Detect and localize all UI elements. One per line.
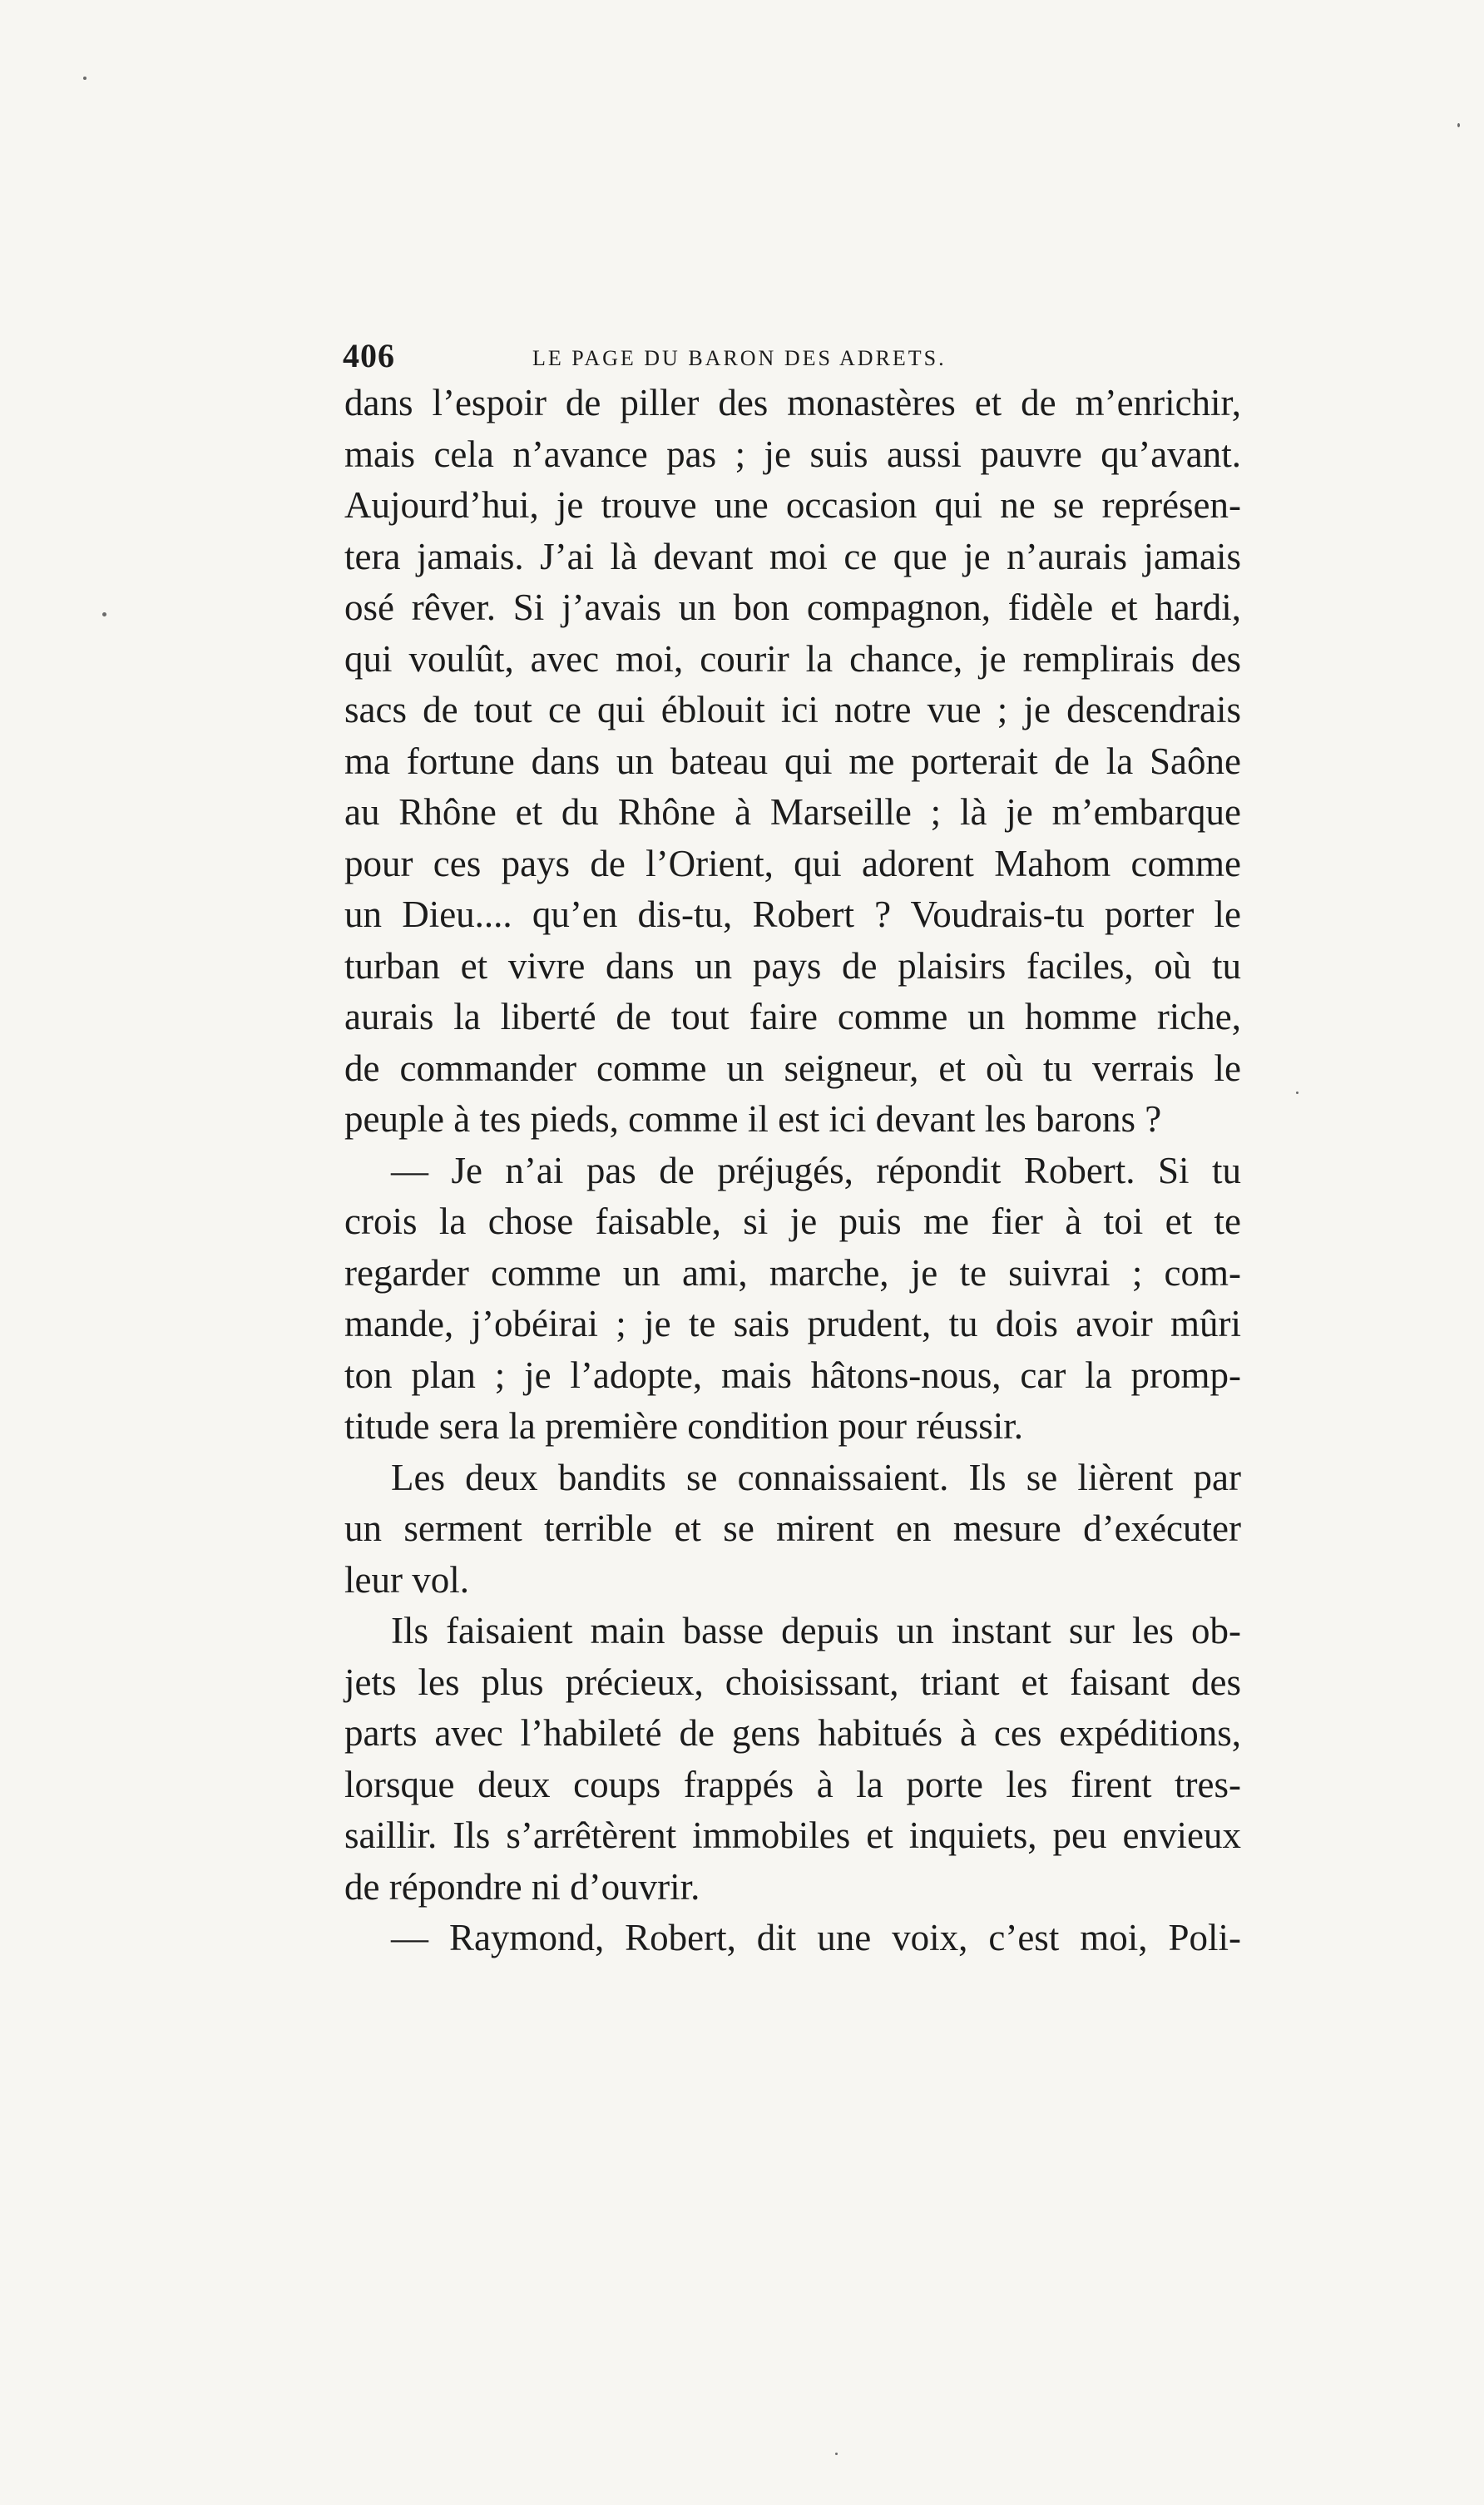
text-line: mais cela n’avance pas ; je suis aussi pauvre qu’avant. xyxy=(344,433,1241,475)
text-line: ton plan ; je l’adopte, mais hâtons-nous, car la promp- xyxy=(344,1354,1241,1396)
text-line: Les deux bandits se connaissaient. Ils se lièrent par xyxy=(391,1456,1241,1498)
page-number: 406 xyxy=(343,337,395,374)
text-line: sacs de tout ce qui éblouit ici notre vue ; je descendrais xyxy=(344,689,1241,730)
text-line: jets les plus précieux, choisissant, triant et faisant des xyxy=(344,1661,1241,1703)
text-line: de commander comme un seigneur, et où tu verrais le xyxy=(344,1047,1241,1089)
text-line: saillir. Ils s’arrêtèrent immobiles et inquiets, peu envieux xyxy=(344,1814,1241,1856)
text-line: qui voulût, avec moi, courir la chance, je remplirais des xyxy=(344,637,1241,680)
scan-speck xyxy=(102,612,106,616)
text-line: ma fortune dans un bateau qui me porterait de la Saône xyxy=(344,740,1241,782)
text-line: un Dieu.... qu’en dis-tu, Robert ? Voudrais-tu porter le xyxy=(344,894,1241,935)
text-line: aurais la liberté de tout faire comme un homme riche, xyxy=(344,996,1241,1037)
text-line: — Raymond, Robert, dit une voix, c’est moi, Poli- xyxy=(391,1917,1241,1958)
text-line: lorsque deux coups frappés à la porte les firent tres- xyxy=(344,1763,1241,1805)
text-line: peuple à tes pieds, comme il est ici devant les barons ? xyxy=(344,1098,1162,1140)
running-title: LE PAGE DU BARON DES ADRETS. xyxy=(532,346,947,370)
text-line: parts avec l’habileté de gens habitués à ces expéditions, xyxy=(344,1712,1241,1754)
text-line: au Rhône et du Rhône à Marseille ; là je m’embarque xyxy=(344,791,1241,833)
text-line: regarder comme un ami, marche, je te suivrai ; com- xyxy=(344,1251,1241,1294)
text-line: pour ces pays de l’Orient, qui adorent Mahom comme xyxy=(344,842,1241,884)
text-line: osé rêver. Si j’avais un bon compagnon, fidèle et hardi, xyxy=(344,587,1241,628)
scan-speck xyxy=(835,2453,838,2455)
text-line: titude sera la première condition pour réussir. xyxy=(344,1405,1023,1447)
scan-speck xyxy=(1296,1092,1298,1094)
text-line: Ils faisaient main basse depuis un instant sur les ob- xyxy=(391,1610,1241,1651)
page-header xyxy=(343,333,1241,379)
text-line: turban et vivre dans un pays de plaisirs faciles, où tu xyxy=(344,944,1241,987)
text-line: un serment terrible et se mirent en mesure d’exécuter xyxy=(344,1507,1241,1549)
text-line: mande, j’obéirai ; je te sais prudent, tu dois avoir mûri xyxy=(344,1303,1241,1344)
text-line: dans l’espoir de piller des monastères et de m’enrichir, xyxy=(344,382,1241,423)
body-text xyxy=(344,378,1241,1964)
scan-speck xyxy=(1457,123,1460,127)
text-line: — Je n’ai pas de préjugés, répondit Robert. Si tu xyxy=(391,1149,1241,1191)
text-line: Aujourd’hui, je trouve une occasion qui ne se représen- xyxy=(344,484,1241,526)
text-line: leur vol. xyxy=(344,1558,469,1601)
text-line: de répondre ni d’ouvrir. xyxy=(344,1865,700,1908)
text-line: crois la chose faisable, si je puis me fier à toi et te xyxy=(344,1201,1241,1242)
text-line: tera jamais. J’ai là devant moi ce que je n’aurais jamais xyxy=(344,535,1241,577)
scan-speck xyxy=(83,77,87,80)
